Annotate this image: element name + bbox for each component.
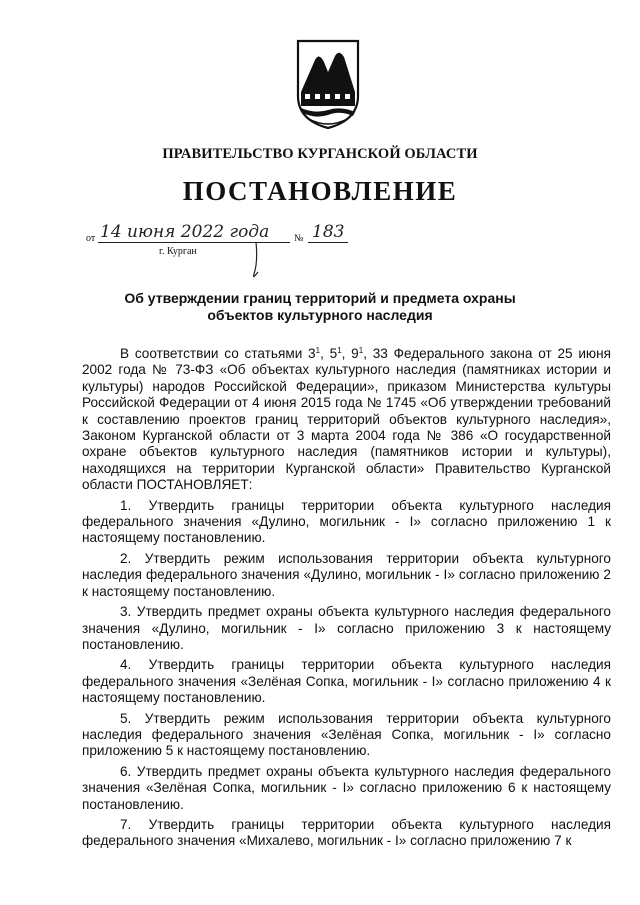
document-body — [82, 346, 611, 850]
date-number-block — [86, 222, 386, 282]
preamble-sup-2: 1 — [337, 346, 342, 355]
document-type-title: ПОСТАНОВЛЕНИЕ — [182, 176, 458, 206]
handwritten-date: 14 июня 2022 года — [100, 222, 270, 242]
number-prefix: № — [294, 233, 304, 244]
preamble-text-4: , 33 Федерального закона от 25 июня 2002 года № 73-ФЗ «Об объектах культурного наследия (памятниках истории и культуры) народов Российской Федерации», приказом Министерства культуры Российской Федерации от 4 июня 2015 года № 1745 «Об утверждении требований к составлению проектов границ территорий объектов культурного наследия», Законом Курганской области от 3 марта 2004 года № 386 «О государственной охране объектов культурного наследия (памятников истории и культуры), находящихся на территории Курганской области» Правительство Курганской области ПОСТАНОВЛЯЕТ: — [82, 346, 611, 493]
document-subject — [0, 290, 640, 324]
preamble-text-1: В соответствии со статьями 3 — [120, 346, 316, 361]
preamble-text-3: , 9 — [341, 346, 359, 361]
handwritten-number: 183 — [312, 222, 345, 242]
signature-stroke — [86, 222, 126, 282]
resolution-item-5: 5. Утвердить режим использования территории объекта культурного наследия федерального значения «Зелёная Сопка, могильник - I» согласно приложению 5 к настоящему постановлению. — [82, 710, 611, 759]
date-prefix: от — [86, 233, 96, 244]
resolution-item-4: 4. Утвердить границы территории объекта культурного наследия федерального значения «Зелёная Сопка, могильник - I» согласно приложению 4 к настоящему постановлению. — [82, 657, 611, 706]
resolution-item-3: 3. Утвердить предмет охраны объекта культурного наследия федерального значения «Дулино, могильник - I» согласно приложению 3 к настоящему постановлению. — [82, 604, 611, 652]
preamble-sup-3: 1 — [358, 346, 364, 355]
government-name: ПРАВИТЕЛЬСТВО КУРГАНСКОЙ ОБЛАСТИ — [162, 146, 478, 162]
subject-line-2: объектов культурного наследия — [207, 307, 433, 323]
number-underline — [308, 242, 348, 243]
subject-line-1: Об утверждении границ территорий и предмета охраны — [124, 290, 516, 306]
resolution-item-7: 7. Утвердить границы территории объекта культурного наследия федерального значения «Михалево, могильник - I» согласно приложению 7 к — [82, 816, 611, 849]
date-underline — [98, 242, 290, 243]
preamble-sup-1: 1 — [315, 346, 321, 355]
preamble-paragraph — [82, 346, 611, 494]
resolution-item-6: 6. Утвердить предмет охраны объекта культурного наследия федерального значения «Зелёная Сопка, могильник - I» согласно приложению 6 к настоящему постановлению. — [82, 763, 611, 812]
coat-of-arms-emblem — [295, 38, 361, 130]
city-label: г. Курган — [159, 246, 197, 257]
resolution-item-1: 1. Утвердить границы территории объекта культурного наследия федерального значения «Дулино, могильник - I» согласно приложению 1 к настоящему постановлению. — [82, 497, 611, 546]
preamble-text-2: , 5 — [320, 346, 338, 361]
resolution-item-2: 2. Утвердить режим использования территории объекта культурного наследия федерального значения «Дулино, могильник - I» согласно приложению 2 к настоящему постановлению. — [82, 550, 611, 599]
